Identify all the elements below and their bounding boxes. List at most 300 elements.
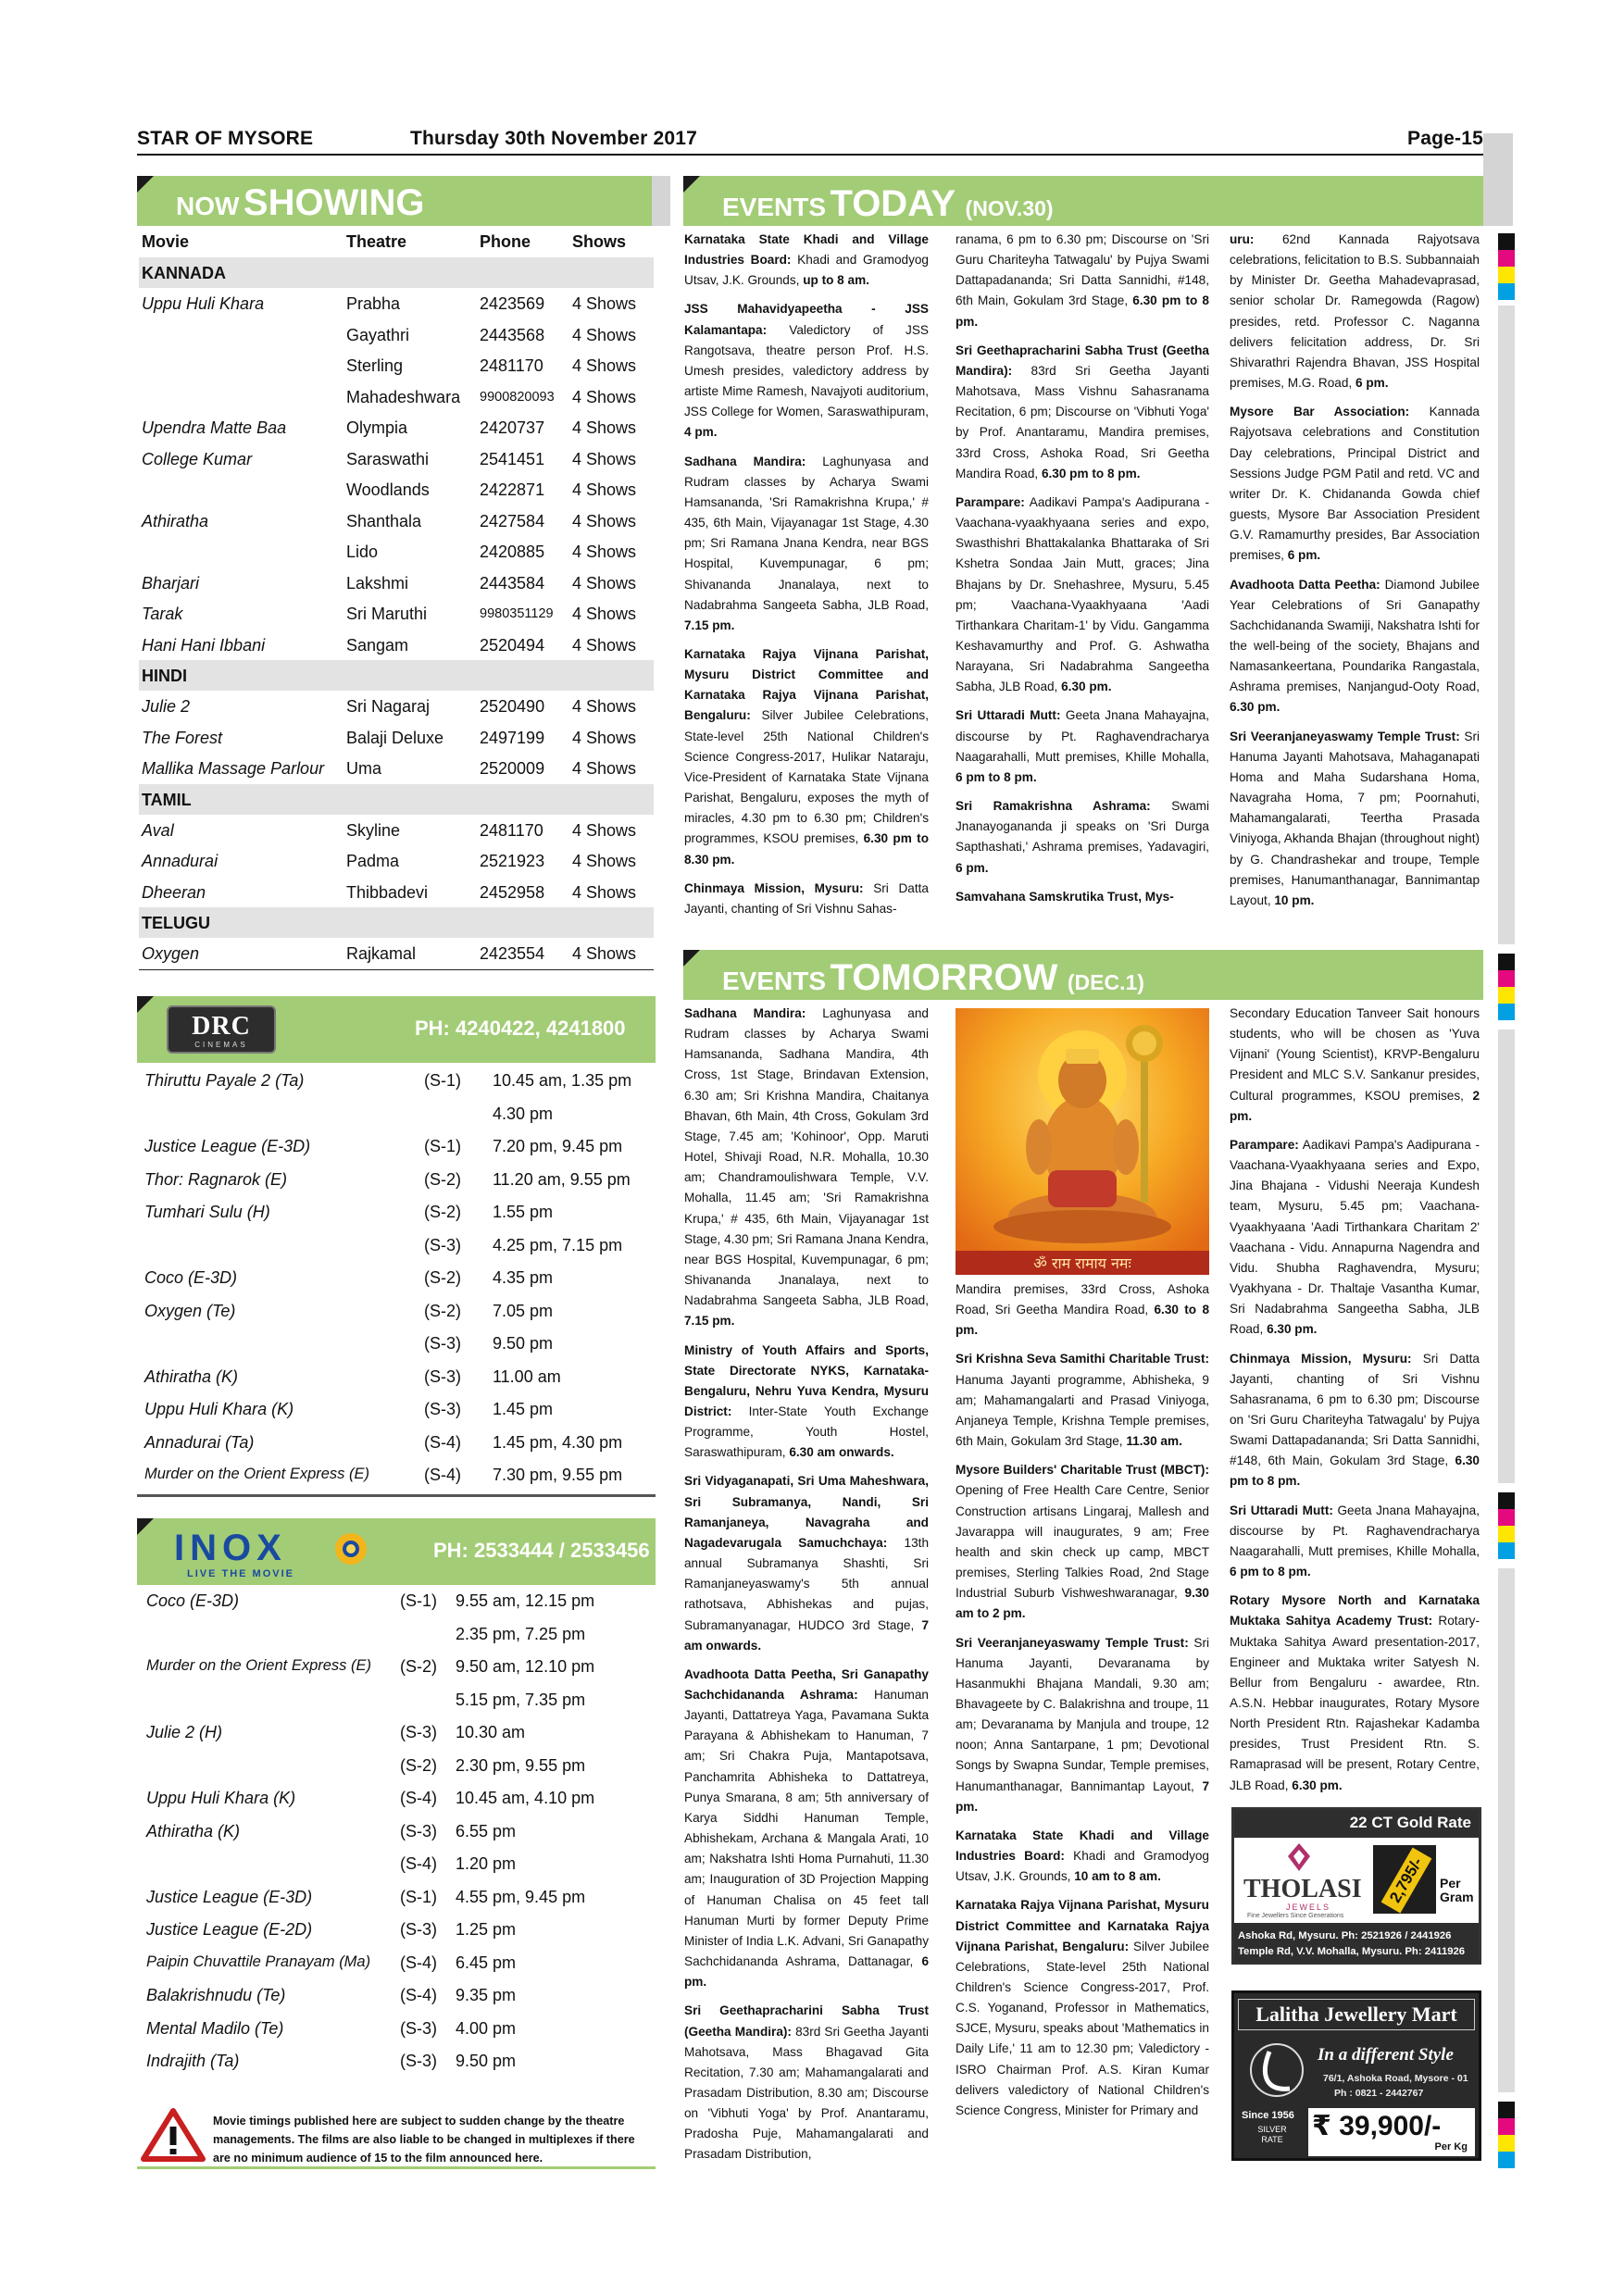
show-times: 6.55 pm: [456, 1821, 517, 1841]
inox-phone: PH: 2533444 / 2533456: [433, 1539, 650, 1562]
event-organizer: Ministry of Youth Affairs and Sports, State Directorate NYKS, Karnataka-Bengaluru, Nehru Yuva Kendra, Mysuru District:: [684, 1342, 929, 1418]
drc-showtimes: [137, 996, 656, 1497]
event-details: Laghunyasa and Rudram classes by Acharya Swami Hamsananda, 'Sri Ramakrishna Krupa,' # 435, 6th Main, Vijayanagar 1st Stage, 4.30 pm; Sri Ramana Jnana Kendra, near BGS Hospital, Kuvempunagar, 6 pm; Shivananda Jnanalaya, next to Nadabrahma Sangeeta Sabha, JLB Road,: [684, 454, 929, 612]
theatre-name: Lakshmi: [346, 573, 409, 593]
showtime-row: [137, 1130, 656, 1164]
newspaper-name: STAR OF MYSORE: [137, 128, 314, 149]
theatre-name: Lido: [346, 543, 379, 561]
table-row: [139, 753, 654, 784]
event-time: up to 8 am.: [803, 273, 869, 288]
drc-logo: [167, 1005, 276, 1054]
movie-name: Athiratha (K): [146, 1821, 241, 1841]
silver-per-unit: Per Kg: [1434, 2141, 1468, 2152]
showtime-row: [137, 1947, 656, 1980]
theatre-name: Woodlands: [346, 480, 430, 499]
showtime-row: [137, 1098, 656, 1131]
movie-name: Mallika Massage Parlour: [142, 759, 325, 778]
movie-name: The Forest: [142, 728, 223, 747]
show-times: 6.45 pm: [456, 1953, 517, 1972]
event-organizer: Samvahana Samskrutika Trust, Mys-: [956, 889, 1174, 904]
event-details: Opening of Free Health Care Centre, Senior Construction artisans Lingaraj, Mallesh and Javarappa will inaugurates, 9 am; Free health and skin check up camp, MBCT premises, Sterling Talkies Road, 2nd Stage Industrial Suburb Vishweshwaranagar,: [956, 1483, 1209, 1601]
drc-logo-text: DRC: [192, 1012, 251, 1041]
event-item: [1230, 727, 1480, 911]
show-times: 2.30 pm, 9.55 pm: [456, 1755, 586, 1775]
event-organizer: Chinmaya Mission, Mysuru:: [1230, 1351, 1412, 1366]
inox-logo-text: INOX: [174, 1528, 287, 1568]
lalitha-phone: Ph : 0821 - 2442767: [1334, 2088, 1424, 2099]
movie-name: Thiruttu Payale 2 (Ta): [144, 1071, 305, 1090]
showtime-row: [137, 1816, 656, 1849]
showtime-row: [137, 1848, 656, 1881]
banner-corner: [137, 176, 154, 193]
event-details: Swami Jnanayogananda ji speaks on 'Sri Durga Sapthashati,' Ashrama premises, Yadavagiri,: [956, 799, 1209, 855]
event-item: [956, 1279, 1209, 1341]
movie-name: Annadurai: [142, 852, 219, 870]
movie-name: Athiratha: [142, 511, 209, 530]
event-organizer: Avadhoota Datta Peetha, Sri Ganapathy Sachchidananda Ashrama:: [684, 1666, 929, 1702]
movie-name: Coco (E-3D): [144, 1268, 238, 1287]
colour-mark-strip: [1498, 233, 1515, 300]
inox-showtimes: [137, 1518, 656, 2078]
showtime-row: [137, 1881, 656, 1915]
table-row: [139, 350, 654, 381]
lalitha-tagline: In a different Style: [1318, 2045, 1454, 2065]
lalitha-monogram-icon: [1249, 2038, 1305, 2103]
event-details: Sri Datta Jayanti, chanting of Sri Vishnu Sahasranama, 6 pm to 6.30 pm; Discourse on 'Sri Guru Chariteyha Tatwagalu' by Pujya Swami Dattapadananda; Sri Datta Sannidhi, #148, 6th Main, Gokulam 3rd Stage,: [1230, 1351, 1480, 1468]
show-times: 9.50 am, 12.10 pm: [456, 1657, 595, 1676]
show-times: 7.05 pm: [493, 1301, 554, 1320]
event-details: Hanuma Jayanti programme, Abhisheka, 9 am; Mahamangalarti and Prasad Viniyoga, Anjaneya Temple, Krishna Temple premises, 6th Main, Gokulam 3rd Stage,: [956, 1372, 1209, 1449]
event-details: Laghunyasa and Rudram classes by Acharya Swami Hamsananda, Sadhana Mandira, 4th Cross, 1st Stage, Brindavan Extension, 6.30 am; Sri Krishna Mandira, Chaitanya Bhavan, 6th Main, 4th Cross, Gokulam 3rd Stage, 7.45 am; 'Kohinoor', Opp. Maruti Hotel, Shivaji Road, N.R. Mohalla, 10.30 am; Chandramoulishwara Temple, V.V. Mohalla, 11.45 am; 'Sri Ramakrishna Krupa,' # 435, 6th Main, Vijayanagar 1st Stage, 4.30 pm; Sri Ramana Jnana Kendra, near BGS Hospital, Kuvempunagar, 6 pm; Shivananda Jnanalaya, next to Nadabrahma Sangeeta Sabha, JLB Road,: [684, 1006, 929, 1308]
event-time: 6.30 pm.: [1292, 1778, 1343, 1792]
event-organizer: Sri Geethapracharini Sabha Trust (Geetha Mandira):: [956, 343, 1209, 378]
language-label: TELUGU: [142, 914, 210, 932]
phone-number: 2520494: [480, 635, 545, 655]
theatre-name: Sri Nagaraj: [346, 697, 431, 716]
phone-number: 2497199: [480, 728, 545, 747]
table-header-row: [139, 226, 654, 257]
events-tomorrow-title: [722, 957, 1144, 999]
now-showing-grey-tab: [652, 176, 670, 226]
show-count: 4 Shows: [572, 728, 637, 747]
event-item: [1230, 1135, 1480, 1341]
hanuman-figure-icon: [956, 1008, 1209, 1275]
event-organizer: Sri Ramakrishna Ashrama:: [956, 799, 1151, 814]
event-details: Geeta Jnana Mahayajna, discourse by Pt. Raghavendracharya Naagarahalli, Mutt premises, Khille Mohalla,: [1230, 1503, 1480, 1558]
show-times: 7.30 pm, 9.55 pm: [493, 1466, 623, 1484]
drc-phone: PH: 4240422, 4241800: [415, 1017, 626, 1040]
event-time: 11.30 am.: [1126, 1434, 1182, 1449]
show-times: 9.35 pm: [456, 1986, 517, 2004]
language-label: KANNADA: [142, 264, 226, 282]
table-row: [139, 815, 654, 846]
event-details: Hanuman Jayanti, Dattatreya Yaga, Pavamana Sukta Parayana & Abhishekam to Hanuman, 7 am; Sri Chakra Puja, Mantapotsava, Panchamrita Abhisheka to Dattatreya, Punya Smarana, 8 am; 5th anniversary of Karya Siddhi Hanuman Temple, Abhishekam, Archana & Mangala Arati, 10 am; Nakshatra Ishti Homa Purnahuti, 11.30 am; Inauguration of 3D Projection Mapping of Hanuman Chalisa on 45 feet tall Hanuman Murti by former Deputy Prime Minister of India L.K. Advani, Sri Ganapathy Sachchidananda Ashrama, Dattanagar,: [684, 1688, 929, 1969]
gold-price: 2,795/-: [1381, 1848, 1432, 1914]
colour-mark-strip: [1498, 954, 1515, 1020]
events-today-grey-tab: [1483, 133, 1513, 226]
screen-number: (S-1): [400, 1591, 437, 1610]
event-item: [684, 299, 929, 443]
theatre-name: Rajkamal: [346, 944, 417, 963]
movie-name: Thor: Ragnarok (E): [144, 1169, 288, 1189]
screen-number: (S-3): [424, 1235, 461, 1254]
movie-name: Justice League (E-3D): [144, 1137, 311, 1155]
title-tag: (NOV.30): [965, 196, 1054, 220]
title-big: TODAY: [830, 183, 956, 224]
page-number: Page-15: [1407, 128, 1483, 149]
phone-number: 2420737: [480, 418, 545, 437]
now-showing-title: [176, 182, 424, 224]
event-organizer: Sri Veeranjaneyaswamy Temple Trust:: [956, 1635, 1189, 1650]
showtime-row: [137, 2013, 656, 2046]
movie-name: Athiratha (K): [144, 1366, 239, 1386]
movie-name: Justice League (E-3D): [146, 1887, 313, 1906]
event-organizer: Mysore Builders' Charitable Trust (MBCT):: [956, 1463, 1209, 1478]
event-item: [1230, 1591, 1480, 1796]
show-count: 4 Shows: [572, 635, 637, 655]
showtime-row: [137, 1164, 656, 1197]
phone-number: 2520009: [480, 759, 545, 778]
language-heading: [139, 660, 654, 691]
show-count: 4 Shows: [572, 852, 637, 870]
event-time: 6 pm to 8 pm.: [956, 769, 1037, 784]
phone-number: 2481170: [480, 356, 543, 375]
movie-name: Upendra Matte Baa: [142, 418, 287, 437]
event-time: 6 pm.: [1287, 548, 1321, 563]
movie-name: Justice League (E-2D): [146, 1920, 313, 1939]
theatre-name: Mahadeshwara: [346, 387, 461, 406]
event-organizer: Karnataka State Khadi and Village Industries Board:: [956, 1828, 1209, 1864]
table-row: [139, 443, 654, 475]
movie-name: Annadurai (Ta): [144, 1432, 255, 1452]
event-time: 7.15 pm.: [684, 1314, 735, 1329]
event-organizer: Karnataka State Khadi and Village Industries Board:: [684, 232, 929, 268]
events-today-col-1: [684, 230, 929, 928]
language-label: TAMIL: [142, 790, 192, 809]
event-time: 9.30 am to 2 pm.: [956, 1586, 1209, 1621]
showtime-row: [137, 1065, 656, 1098]
drc-bar: [137, 996, 656, 1063]
showtime-row: [137, 1196, 656, 1229]
title-small: NOW: [176, 192, 240, 220]
event-details: Geeta Jnana Mahayajna, discourse by Pt. Raghavendracharya Naagarahalli, Mutt premises, Khille Mohalla,: [956, 708, 1209, 764]
tholasi-address-1: Ashoka Rd, Mysuru. Ph: 2521926 / 2441926: [1238, 1930, 1452, 1941]
title-big: TOMORROW: [830, 957, 1058, 998]
show-times: 10.45 am, 4.10 pm: [456, 1789, 595, 1807]
table-row: [139, 630, 654, 661]
phone-number: 2422871: [480, 480, 545, 499]
event-organizer: Karnataka Rajya Vijnana Parishat, Mysuru District Committee and Karnataka Rajya Vijnana Parishat, Bengaluru:: [684, 646, 929, 723]
show-count: 4 Shows: [572, 697, 637, 716]
event-item: [956, 230, 1209, 332]
event-item: [956, 1826, 1209, 1887]
language-label: HINDI: [142, 667, 187, 685]
event-item: [684, 1471, 929, 1655]
show-times: 1.25 pm: [456, 1920, 517, 1939]
events-tomorrow-col-1: [684, 1004, 929, 2174]
right-edge-grey-bar: [1498, 1568, 1515, 2092]
phone-number: 9980351129: [480, 606, 554, 621]
event-details: Sri Hanuma Jayanti Mahotsava, Mahaganapati Homa and Maha Sudarshana Homa, Navagraha Homa, 7 pm; Poornahuti, Mahamangalarati, Teertha Prasada Viniyoga, Akhanda Bhajan (throughout night) by G. Chandrashekar and troupe, Temple premises, Hanumanthanagar, Bannimantap Layout,: [1230, 729, 1480, 907]
movie-name: Oxygen (Te): [144, 1301, 236, 1320]
showtime-row: [137, 1295, 656, 1329]
table-row: [139, 691, 654, 722]
event-details: Khadi and Gramodyog Utsav, J.K. Grounds,: [956, 1849, 1209, 1884]
notice-text: Movie timings published here are subject to sudden change by the theatre managements. The films are also liable to be changed in multiplexes if there are no minimum audience of 15 to the film announced here.: [213, 2115, 635, 2165]
event-details: Silver Jubilee Celebrations, State-level 25th National Children's Science Congress-2017, Prof. C.S. Yoganand, Professor in Mathematics, SJCE, Mysuru, speaks about 'Mathematics in Daily Life,' 11 am to 12.30 pm; Valedictory - ISRO Chairman Prof. A.S. Kiran Kumar delivers valedictory of National Children's Science Congress, Minister for Primary and: [956, 1939, 1210, 2117]
event-item: [1230, 1004, 1480, 1127]
event-details: Aadikavi Pampa's Aadipurana - Vaachana-Vyaakhyaana series and Expo, Jina Bhajana - Vidushi Neeraja Kundesh team, Mysuru, 5.45 pm; Vaachana-Vyaakhyaana 'Aadi Tirthankara Charitam 2' Vaachana - Vidu. Annapurna Nagendra and Vidu. Shubha Raghavendra, Mysuru; Vyakhyana - Dr. Thaltaje Vasantha Kumar, Sri Nadabrahma Sangeetha Sabha, JLB Road,: [1230, 1137, 1480, 1337]
showtime-row: [137, 1459, 656, 1492]
header-rule: [137, 154, 1483, 156]
showtime-row: [137, 1914, 656, 1947]
issue-date: Thursday 30th November 2017: [410, 128, 698, 149]
event-organizer: Karnataka Rajya Vijnana Parishat, Mysuru District Committee and Karnataka Rajya Vijnana Parishat, Bengaluru:: [956, 1898, 1209, 1953]
gold-rate-heading: 22 CT Gold Rate: [1349, 1814, 1471, 1831]
theatre-name: Balaji Deluxe: [346, 728, 444, 747]
event-details: Inter-State Youth Exchange Programme, Youth Hostel, Saraswathipuram,: [684, 1404, 929, 1460]
event-time: 6 pm.: [956, 860, 989, 875]
timing-notice: [137, 2106, 656, 2165]
table-row: [139, 505, 654, 537]
table-row: [139, 474, 654, 505]
event-details: Rotary-Muktaka Sahitya Award presentation-2017, Engineer and Muktaka writer Satyesh N. Bellur from Bengaluru - awardee, Rtn. A.S.N. Hebbar inaugurates, Rotary Mysore North President Rtn. Rajashekar Kadamba presides, Trust President Rtn. S. Ramaprasad will be present, Rotary Centre, JLB Road,: [1230, 1614, 1480, 1792]
title-small: EVENTS: [722, 193, 827, 221]
event-time: 7.15 pm.: [684, 618, 735, 632]
language-heading: [139, 784, 654, 815]
event-organizer: uru:: [1230, 232, 1255, 246]
showtime-row: [137, 1979, 656, 2013]
event-time: 4 pm.: [684, 425, 718, 440]
event-time: 7 am onwards.: [684, 1617, 929, 1653]
show-count: 4 Shows: [572, 325, 637, 344]
event-details: 83rd Sri Geetha Jayanti Mahotsava, Mass Bhagavad Gita Recitation, 7.30 am; Mahamangalarati and Prasadam Distribution, 8.30 am; Discourse on 'Vibhuti Yoga' by Prof. Anantaramu, Pradosha Puje, Mahamangalarati and Prasadam Distribution,: [684, 2024, 930, 2162]
phone-number: 2420885: [480, 543, 545, 561]
bar-corner: [137, 1518, 154, 1535]
lalitha-brand: Lalitha Jewellery Mart: [1238, 1999, 1475, 2030]
event-organizer: Sri Krishna Seva Samithi Charitable Trust:: [956, 1352, 1209, 1366]
event-details: Khadi and Gramodyog Utsav, J.K. Grounds,: [684, 253, 929, 288]
language-heading: [139, 907, 654, 938]
column-header: Shows: [572, 232, 627, 251]
language-heading: [139, 257, 654, 288]
events-today-col-3: [1230, 230, 1480, 919]
showtime-row: [137, 1262, 656, 1295]
inox-logo: [174, 1528, 378, 1579]
movie-name: Uppu Huli Khara (K): [146, 1789, 296, 1807]
show-count: 4 Shows: [572, 356, 637, 375]
image-caption: ॐ राम रामाय नमः: [1033, 1254, 1131, 1272]
movie-name: Aval: [142, 820, 174, 840]
theatre-name: Shanthala: [346, 511, 422, 530]
event-details: ranama, 6 pm to 6.30 pm; Discourse on 'Sri Guru Chariteyha Tatwagalu' by Pujya Swami Dattapadananda; Sri Datta Sannidhi, #148, 6th Main, Gokulam 3rd Stage,: [956, 232, 1209, 308]
event-details: Mandira premises, 33rd Cross, Ashoka Road, Sri Geetha Mandira Road,: [956, 1282, 1209, 1317]
screen-number: (S-2): [424, 1301, 461, 1320]
theatre-name: Gayathri: [346, 325, 410, 344]
phone-number: 2427584: [480, 511, 545, 530]
movie-name: Mental Madilo (Te): [146, 2018, 284, 2038]
screen-number: (S-2): [424, 1268, 461, 1287]
show-times: 1.55 pm: [493, 1203, 554, 1221]
inox-sun-icon: [333, 1531, 369, 1566]
event-time: 6.30 pm to 8 pm.: [956, 293, 1209, 329]
theatre-name: Skyline: [346, 820, 401, 840]
title-small: EVENTS: [722, 967, 827, 995]
right-edge-grey-bar: [1498, 306, 1515, 944]
event-details: Silver Jubilee Celebrations, State-level 25th National Children's Science Congress-2017, Hulikar Nataraju, Vice-President of Karnataka State Vijnana Parishat, Bengaluru, exposes the myth of miracles, 4.30 pm to 6.30 pm; Children's programmes, KSOU premises,: [684, 708, 929, 846]
show-count: 4 Shows: [572, 387, 637, 406]
movie-name: Indrajith (Ta): [146, 2052, 240, 2070]
event-organizer: Avadhoota Datta Peetha:: [1230, 577, 1380, 592]
event-item: [684, 1004, 929, 1332]
table-bottom-rule: [139, 969, 654, 970]
show-count: 4 Shows: [572, 882, 637, 902]
event-item: [956, 1460, 1209, 1624]
column-header: Theatre: [346, 232, 407, 251]
event-organizer: Rotary Mysore North and Karnataka Muktaka Sahitya Academy Trust:: [1230, 1593, 1480, 1628]
table-row: [139, 598, 654, 630]
event-item: [1230, 402, 1480, 566]
event-item: [684, 230, 929, 291]
now-showing-banner: [137, 176, 652, 226]
event-item: [684, 1341, 929, 1464]
event-organizer: Sadhana Mandira:: [684, 1006, 806, 1020]
event-time: 6.30 pm to 8 pm.: [1230, 1454, 1480, 1489]
show-count: 4 Shows: [572, 294, 637, 313]
events-today-col-2: [956, 230, 1209, 916]
event-time: 6 pm to 8 pm.: [1230, 1565, 1311, 1579]
movie-name: Tumhari Sulu (H): [144, 1203, 270, 1221]
show-times: 4.25 pm, 7.15 pm: [493, 1235, 623, 1254]
screen-number: (S-3): [400, 2018, 437, 2038]
event-item: [684, 1665, 929, 1993]
movie-name: Hani Hani Ibbani: [142, 635, 266, 655]
movie-name: Balakrishnudu (Te): [146, 1986, 286, 2004]
theatre-name: Saraswathi: [346, 449, 430, 468]
event-item: [1230, 1501, 1480, 1583]
event-organizer: JSS Mahavidyapeetha - JSS Kalamantapa:: [684, 302, 929, 337]
showtime-row: [137, 1782, 656, 1816]
drc-bottom-rule: [137, 1494, 656, 1497]
event-time: 6.30 pm.: [1230, 700, 1280, 715]
screen-number: (S-4): [400, 1953, 437, 1972]
events-tomorrow-banner: [683, 950, 1483, 1000]
inox-bar: [137, 1518, 656, 1585]
showtime-row: [137, 1328, 656, 1361]
table-row: [139, 845, 654, 877]
title-big: SHOWING: [243, 182, 425, 223]
event-details: Sri Hanuma Jayanti, Devaranama by Hasanmukhi Bhajana Mandali, 9.30 am; Bhavageete by C. Balakrishna and troupe, 11 am; Devaranama by Manjula and troupe, 12 noon; Anna Santarpane, 1 pm; Devotional Songs by Swapna Sundar, Temple premises, Hanumanthanagar, Bannimantap Layout,: [956, 1635, 1210, 1793]
screen-number: (S-4): [400, 1986, 437, 2004]
screen-number: (S-2): [424, 1203, 461, 1221]
showtime-row: [137, 1361, 656, 1394]
show-times: 7.20 pm, 9.45 pm: [493, 1137, 623, 1155]
notice-rule: [137, 2166, 656, 2169]
theatre-name: Sterling: [346, 356, 404, 375]
theatre-name: Padma: [346, 852, 400, 870]
show-times: 4.30 pm: [493, 1104, 554, 1123]
table-row: [139, 288, 654, 319]
event-organizer: Sri Uttaradi Mutt:: [1230, 1503, 1333, 1517]
bar-corner: [137, 996, 154, 1013]
screen-number: (S-3): [400, 2052, 437, 2070]
showtime-row: [137, 1229, 656, 1263]
tholasi-jewels-ad: [1231, 1807, 1481, 1965]
event-item: [684, 2001, 929, 2165]
event-item: [684, 879, 929, 919]
silver-price: ₹ 39,900/-: [1312, 2111, 1442, 2141]
screen-number: (S-4): [400, 1789, 437, 1807]
screen-number: (S-3): [424, 1400, 461, 1418]
show-times: 5.15 pm, 7.35 pm: [456, 1690, 586, 1709]
screen-number: (S-3): [400, 1821, 437, 1841]
lalitha-address: 76/1, Ashoka Road, Mysore - 01: [1323, 2073, 1468, 2084]
event-organizer: Mysore Bar Association:: [1230, 405, 1410, 419]
phone-number: 2443568: [480, 325, 545, 344]
theatre-name: Prabha: [346, 294, 401, 313]
movie-name: Julie 2: [142, 697, 191, 716]
event-details: 83rd Sri Geetha Jayanti Mahotsava, Mass Vishnu Sahasranama Recitation, 6 pm; Discourse on 'Vibhuti Yoga' by Prof. Anantaramu, Mandira premises, 33rd Cross, Ashoka Road, Sri Geetha Mandira Road,: [956, 363, 1209, 480]
table-row: [139, 568, 654, 599]
phone-number: 2481170: [480, 820, 543, 840]
movie-name: Murder on the Orient Express (E): [146, 1657, 372, 1674]
show-count: 4 Shows: [572, 511, 637, 530]
showtime-row: [137, 1684, 656, 1717]
screen-number: (S-3): [424, 1334, 461, 1353]
tholasi-brand: THOLASI: [1243, 1875, 1362, 1903]
right-edge-grey-bar: [1498, 1029, 1515, 1483]
movie-name: Dheeran: [142, 882, 206, 902]
event-details: Aadikavi Pampa's Aadipurana - Vaachana-vyaakhyaana series and expo, Swasthishri Bhattakalanka Bhattaraka of Sri Kshetra Sondaa Jain Mutt, graces; Jina Bhajans by Dr. Snehashree, Mysuru, 5.45 pm; Vaachana-Vyaakhyaana 'Aadi Tirthankara Charitam-1' by Vidu. Gangamma Keshavamurthy and Prof. G. Ashwatha Narayana, Sri Nadabrahma Sangeetha Sabha, JLB Road,: [956, 494, 1209, 694]
showtime-row: [137, 1716, 656, 1750]
show-times: 2.35 pm, 7.25 pm: [456, 1624, 586, 1643]
event-organizer: Sri Geethapracharini Sabha Trust (Geetha Mandira):: [684, 2003, 929, 2039]
show-count: 4 Shows: [572, 944, 637, 963]
event-organizer: Sri Vidyaganapati, Sri Uma Maheshwara, Sri Subramanya, Nandi, Sri Ramanjaneya, Navagraha and Nagadevarugala Samuchchaya:: [684, 1474, 929, 1550]
event-organizer: Sadhana Mandira:: [684, 454, 806, 468]
screen-number: (S-2): [424, 1169, 461, 1189]
event-item: [956, 1633, 1209, 1817]
event-item: [1230, 1349, 1480, 1492]
title-tag: (DEC.1): [1067, 970, 1144, 994]
movie-name: Murder on the Orient Express (E): [144, 1466, 370, 1482]
table-row: [139, 319, 654, 351]
event-details: Sri Datta Jayanti, chanting of Sri Vishnu Sahas-: [684, 880, 929, 916]
event-details: 62nd Kannada Rajyotsava celebrations, felicitation to B.S. Subbannaiah by Minister Dr. Geetha Mahadevaprasad, senior scholar Dr. Ramegowda (Ragow) presides, retd. Professor C. Naganna delivers felicitation address, Dr. Sri Shivarathri Rajendra Bhavan, JSS Hospital premises, M.G. Road,: [1230, 232, 1480, 391]
showtime-row: [137, 1393, 656, 1427]
show-times: 1.45 pm, 4.30 pm: [493, 1432, 623, 1452]
tholasi-brand-sub: JEWELS: [1286, 1903, 1331, 1912]
event-item: [684, 452, 929, 636]
event-organizer: Sri Uttaradi Mutt:: [956, 708, 1061, 723]
event-time: 10 am to 8 am.: [1074, 1869, 1161, 1884]
lalitha-since: Since 1956: [1242, 2110, 1294, 2121]
showtime-row: [137, 2045, 656, 2078]
event-item: [684, 644, 929, 870]
phone-number: 2520490: [480, 697, 545, 716]
show-times: 11.00 am: [493, 1366, 561, 1386]
event-organizer: Parampare:: [1230, 1137, 1299, 1152]
screen-number: (S-3): [400, 1920, 437, 1939]
colour-mark-strip: [1498, 1492, 1515, 1559]
movie-name: Uppu Huli Khara: [142, 294, 265, 313]
events-tomorrow-col-2: [956, 1279, 1209, 2129]
phone-number: 2423554: [480, 944, 545, 963]
event-time: 6.30 pm to 8.30 pm.: [684, 831, 930, 867]
screen-number: (S-1): [400, 1887, 437, 1906]
drc-rows: [137, 1063, 656, 1492]
tholasi-tagline: Fine Jewellers Since Generations: [1247, 1913, 1344, 1919]
